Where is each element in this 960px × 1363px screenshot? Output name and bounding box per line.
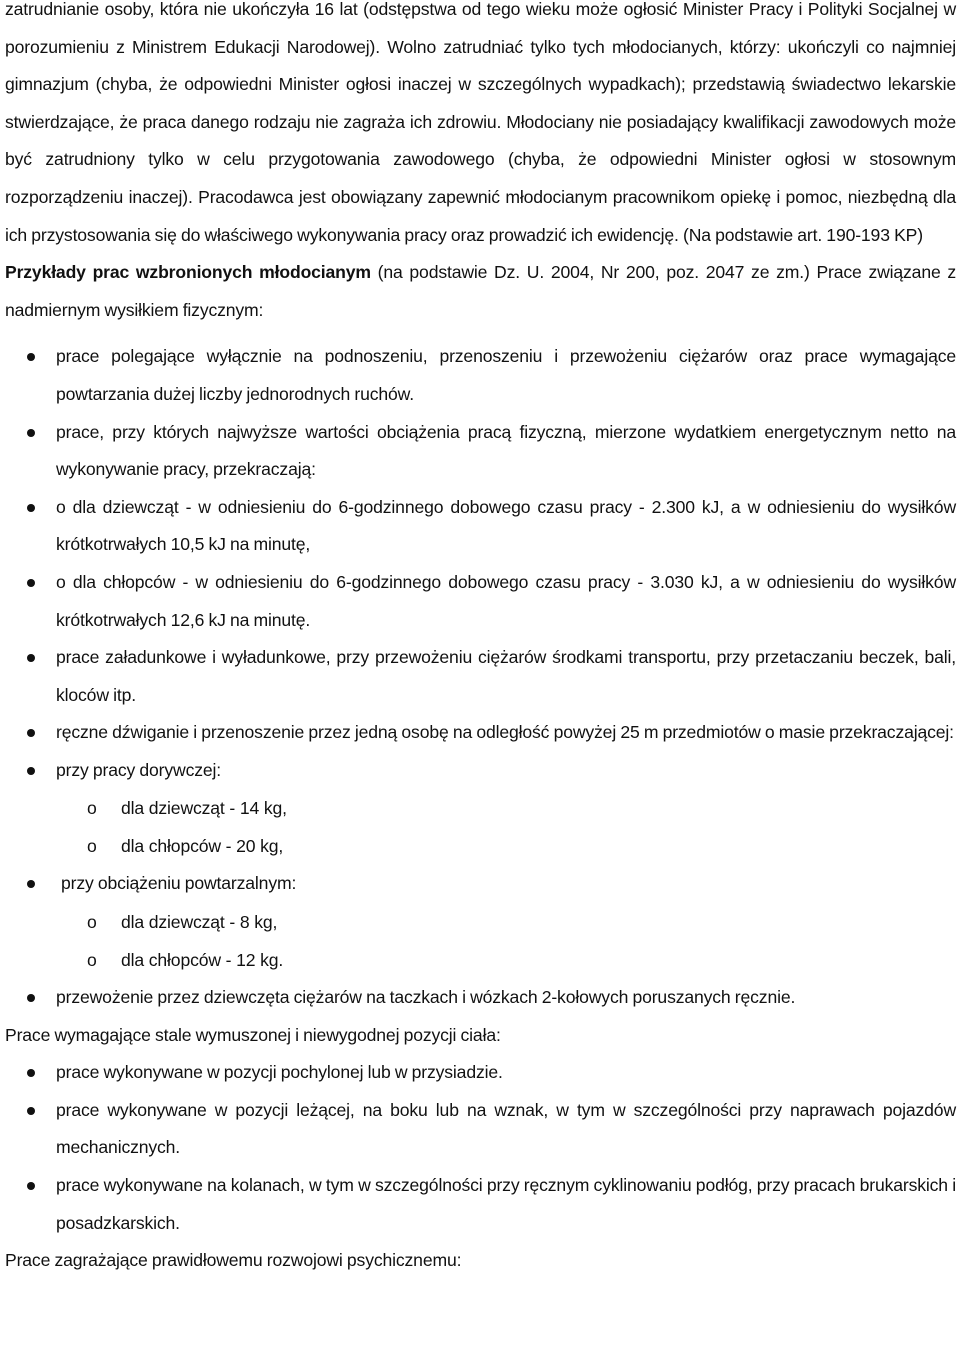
- bullet-icon: [27, 1107, 35, 1115]
- bullet-icon: [27, 654, 35, 662]
- document-page: [5, 0, 956, 1280]
- bullet-icon: [27, 729, 35, 737]
- list-item: [5, 639, 956, 714]
- bullet-icon: [27, 767, 35, 775]
- sublist-item-text: dla chłopców - 12 kg.: [121, 950, 284, 971]
- list-item-text: prace załadunkowe i wyładunkowe, przy przewożeniu ciężarów środkami transportu, przy przetaczaniu beczek, bali, kloców itp.: [56, 647, 956, 705]
- bullet-icon: [27, 880, 35, 888]
- list-item: [5, 714, 956, 752]
- list-item: [5, 489, 956, 564]
- sublist-item: [5, 827, 956, 865]
- list-item-text: przy pracy dorywczej:: [56, 759, 221, 780]
- list-item-text: o dla dziewcząt - w odniesieniu do 6-godzinnego dobowego czasu pracy - 2.300 kJ, a w odniesieniu do wysiłków krótkotrwałych 10,5 kJ na minutę,: [56, 496, 956, 555]
- sublist-item: [5, 941, 956, 979]
- list-item: [5, 1054, 956, 1092]
- sublist-item-text: dla dziewcząt - 8 kg,: [121, 912, 278, 933]
- repetitive-load-list: [5, 865, 956, 903]
- bullet-icon: [27, 994, 35, 1002]
- bullet-icon: [27, 1069, 35, 1077]
- list-item-text: o dla chłopców - w odniesieniu do 6-godzinnego dobowego czasu pracy - 3.030 kJ, a w odniesieniu do wysiłków krótkotrwałych 12,6 kJ na minutę.: [56, 571, 956, 630]
- list-item-text: prace polegające wyłącznie na podnoszeniu, przenoszeniu i przewożeniu ciężarów oraz prace wymagające powtarzania dużej liczby jednorodnych ruchów.: [56, 346, 956, 404]
- list-item-text: prace wykonywane na kolanach, w tym w szczególności przy ręcznym cyklinowaniu podłóg, przy pracach brukarskich i posadzkarskich.: [56, 1175, 956, 1233]
- list-item: [5, 1092, 956, 1167]
- sublist-marker: o: [87, 950, 97, 971]
- sublist-item: [5, 789, 956, 827]
- list-item-text: przy obciążeniu powtarzalnym:: [61, 873, 297, 894]
- list-item-text: przewożenie przez dziewczęta ciężarów na taczkach i wózkach 2-kołowych poruszanych ręcznie.: [56, 987, 796, 1008]
- bullet-icon: [27, 504, 35, 512]
- repetitive-load-sublist: [5, 903, 956, 979]
- list-item: [5, 1167, 956, 1242]
- list-item-text: ręczne dźwiganie i przenoszenie przez jedną osobę na odległość powyżej 25 m przedmiotów o masie przekraczającej:: [56, 722, 954, 743]
- section-heading-posture: Prace wymagające stale wymuszonej i niewygodnej pozycji ciała:: [5, 1024, 501, 1045]
- sublist-marker: o: [87, 912, 97, 933]
- sublist-item-text: dla dziewcząt - 14 kg,: [121, 798, 287, 819]
- intro-paragraph: zatrudnianie osoby, która nie ukończyła 16 lat (odstępstwa od tego wieku może ogłosić Minister Pracy i Polityki Socjalnej w porozumieniu z Ministrem Edukacji Narodowej). Wolno zatrudniać tylko tych młodocianych, którzy: ukończyli co najmniej gimnazjum (chyba, że odpowiedni Minister ogłosi inaczej w szczególnych wypadkach); przedstawią świadectwo lekarskie stwierdzające, że praca danego rodzaju nie zagraża ich zdrowiu. Młodociany nie posiadający kwalifikacji zawodowych może być zatrudniony tylko w celu przygotowania zawodowego (chyba, że odpowiedni Minister ogłosi w stosownym rozporządzeniu inaczej). Pracodawca jest obowiązany zapewnić młodocianym pracownikom opiekę i pomoc, niezbędną dla ich przystosowania się do właściwego wykonywania pracy oraz prowadzić ich ewidencję. (Na podstawie art. 190-193 KP): [5, 0, 956, 245]
- list-item-text: prace, przy których najwyższe wartości obciążenia pracą fizyczną, mierzone wydatkiem energetycznym netto na wykonywanie pracy, przekraczają:: [56, 421, 956, 480]
- list-item: [5, 564, 956, 639]
- wheelbarrow-list: [5, 979, 956, 1017]
- physical-effort-list: [5, 338, 956, 789]
- list-item-text: prace wykonywane w pozycji leżącej, na boku lub na wznak, w tym w szczególności przy naprawach pojazdów mechanicznych.: [56, 1099, 956, 1158]
- list-item-text: prace wykonywane w pozycji pochylonej lub w przysiadzie.: [56, 1062, 503, 1083]
- sublist-item: [5, 903, 956, 941]
- list-item: [5, 752, 956, 790]
- occasional-work-sublist: [5, 789, 956, 865]
- bullet-icon: [27, 353, 35, 361]
- bullet-icon: [27, 429, 35, 437]
- posture-list: [5, 1054, 956, 1242]
- list-item: [5, 865, 956, 903]
- section-heading-psychological: Prace zagrażające prawidłowemu rozwojowi psychicznemu:: [5, 1250, 462, 1271]
- list-item: [5, 338, 956, 413]
- sublist-marker: o: [87, 798, 97, 819]
- section-heading-bold: Przykłady prac wzbronionych młodocianym: [5, 262, 371, 283]
- list-item: [5, 414, 956, 489]
- bullet-icon: [27, 1182, 35, 1190]
- list-item: [5, 979, 956, 1017]
- section-heading-prohibited-work: [5, 254, 956, 329]
- bullet-icon: [27, 579, 35, 587]
- sublist-item-text: dla chłopców - 20 kg,: [121, 836, 284, 857]
- section-heading-rest: (na podstawie Dz. U. 2004, Nr 200, poz. 2047 ze zm.) Prace związane z nadmiernym wysiłkiem fizycznym:: [5, 262, 957, 320]
- sublist-marker: o: [87, 836, 97, 857]
